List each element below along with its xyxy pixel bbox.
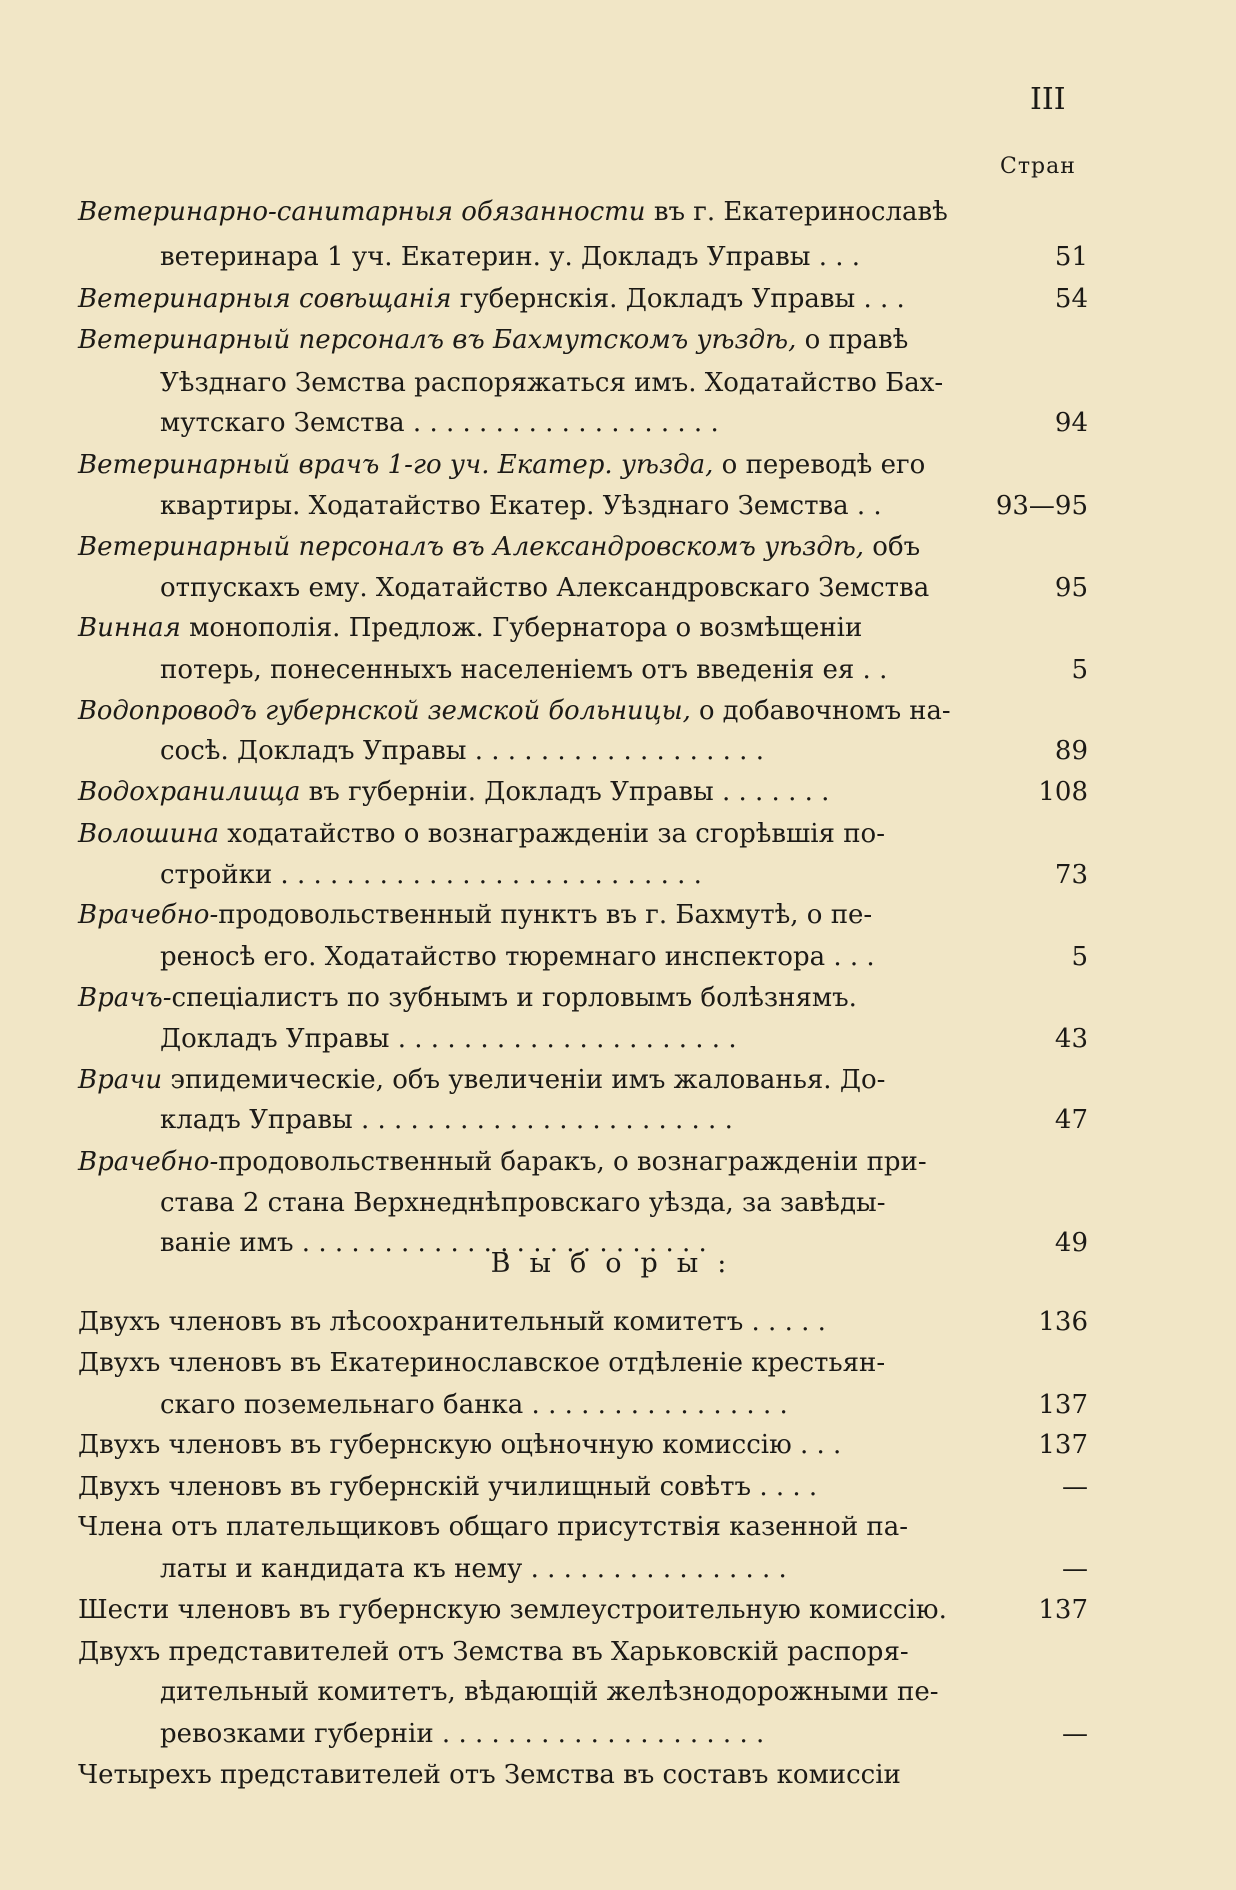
entry-line xyxy=(0,1549,1236,1589)
entry-line xyxy=(0,1060,1236,1100)
entry-description: ходатайство о вознагражденіи за сгорѣвшія по- xyxy=(218,819,885,849)
entry-term: Ветеринарный персоналъ въ Александровскомъ уѣздѣ, xyxy=(78,532,865,562)
entry-page-number: 5 xyxy=(1071,942,1088,972)
entry-description: объ xyxy=(864,532,921,562)
entry-page-number: — xyxy=(1062,1554,1088,1584)
entry-description: латы и кандидата къ нему . . . . . . . . . . . . . . . . xyxy=(160,1554,787,1584)
entry-line xyxy=(0,1755,1236,1795)
entry-line-text xyxy=(160,650,887,690)
entry-line xyxy=(0,192,1236,232)
entry-description: Двухъ членовъ въ губернскую оцѣночную комиссію . . . xyxy=(78,1430,842,1460)
entry-description: кладъ Управы . . . . . . . . . . . . . . . . . . . . . . . xyxy=(160,1105,733,1135)
entry-line-text xyxy=(78,1343,885,1383)
entry-line-text xyxy=(78,1425,841,1465)
entry-description: ваніе имъ . . . . . . . . . . . . . . . . . . . . . . . . . xyxy=(160,1228,707,1258)
entry-line-text xyxy=(160,1385,788,1425)
entry-line xyxy=(0,937,1236,977)
entry-line-text xyxy=(160,855,702,895)
entry-description: Двухъ представителей отъ Земства въ Харьковскій распоря- xyxy=(78,1637,909,1667)
entry-description: въ г. Екатеринославѣ xyxy=(645,197,948,227)
entry-line-text xyxy=(78,895,872,935)
entry-description: о добавочномъ на- xyxy=(690,696,951,726)
entry-description: о переводѣ его xyxy=(713,450,926,480)
entry-page-number: 93—95 xyxy=(995,491,1088,521)
entry-page-number: 136 xyxy=(1038,1307,1088,1337)
entry-line-text xyxy=(78,1302,826,1342)
entry-term: Врачъ- xyxy=(78,983,172,1013)
page-number: III xyxy=(1030,82,1066,117)
entry-page-number: 137 xyxy=(1038,1430,1088,1460)
entry-page-number: 51 xyxy=(1054,242,1088,272)
entry-line xyxy=(0,1183,1236,1223)
entry-line xyxy=(0,363,1236,403)
entry-description: отпускахъ ему. Ходатайство Александровскаго Земства xyxy=(160,573,930,603)
entry-description: ветеринара 1 уч. Екатерин. у. Докладъ Управы . . . xyxy=(160,242,861,272)
entry-line xyxy=(0,279,1236,319)
entry-description: Шести членовъ въ губернскую землеустроительную комиссію. xyxy=(78,1595,947,1625)
entry-line-text xyxy=(160,1549,787,1589)
entry-term: Водопроводъ губернской земской больницы, xyxy=(78,696,691,726)
entry-description: монополія. Предлож. Губернатора о возмѣщеніи xyxy=(180,613,863,643)
entry-line xyxy=(0,1100,1236,1140)
entry-line xyxy=(0,403,1236,443)
entry-line-text xyxy=(78,320,908,360)
entry-line xyxy=(0,1672,1236,1712)
entry-line xyxy=(0,855,1236,895)
entry-line xyxy=(0,650,1236,690)
entry-line-text xyxy=(160,237,860,277)
entry-line-text xyxy=(78,445,925,485)
entry-line-text xyxy=(160,403,719,443)
entry-page-number: 47 xyxy=(1054,1105,1088,1135)
entry-description: Уѣзднаго Земства распоряжаться имъ. Ходатайство Бах- xyxy=(160,368,944,398)
entry-line-text xyxy=(160,1183,885,1223)
entry-line-text xyxy=(160,731,764,771)
entry-line-text xyxy=(160,568,929,608)
entry-page-number: 49 xyxy=(1054,1228,1088,1258)
entry-description: квартиры. Ходатайство Екатер. Уѣзднаго Земства . . xyxy=(160,491,882,521)
entry-description: Двухъ членовъ въ Екатеринославское отдѣленіе крестьян- xyxy=(78,1348,886,1378)
entry-line xyxy=(0,1343,1236,1383)
entry-page-number: 137 xyxy=(1038,1390,1088,1420)
entry-description: о правѣ xyxy=(796,325,909,355)
entry-line-text xyxy=(160,486,882,526)
entry-line xyxy=(0,1590,1236,1630)
section-heading: Выборы: xyxy=(490,1248,746,1279)
entry-line xyxy=(0,1142,1236,1182)
entry-line xyxy=(0,895,1236,935)
entry-line-text xyxy=(78,527,920,567)
entry-line-text xyxy=(78,1467,817,1507)
entry-page-number: — xyxy=(1062,1719,1088,1749)
entry-page-number: — xyxy=(1062,1472,1088,1502)
entry-line-text xyxy=(78,772,829,812)
entry-page-number: 137 xyxy=(1038,1595,1088,1625)
entry-line xyxy=(0,1385,1236,1425)
entry-line xyxy=(0,527,1236,567)
entry-line-text xyxy=(78,978,857,1018)
entry-description: губернскія. Докладъ Управы . . . xyxy=(451,284,905,314)
entry-line-text xyxy=(78,1755,901,1795)
entry-line-text xyxy=(160,363,943,403)
entry-line-text xyxy=(78,1590,947,1630)
entry-line xyxy=(0,1019,1236,1059)
entry-description: въ губерніи. Докладъ Управы . . . . . . . xyxy=(300,777,830,807)
entry-line xyxy=(0,1302,1236,1342)
entry-line-text xyxy=(78,1142,927,1182)
entry-description: Докладъ Управы . . . . . . . . . . . . . . . . . . . . . xyxy=(160,1024,737,1054)
entry-term: Врачи xyxy=(78,1065,163,1095)
entry-page-number: 54 xyxy=(1054,284,1088,314)
entry-term: Волошина xyxy=(78,819,219,849)
entry-description: стройки . . . . . . . . . . . . . . . . . . . . . . . . . . xyxy=(160,860,702,890)
entry-line xyxy=(0,772,1236,812)
entry-line-text xyxy=(78,691,951,731)
entry-description: става 2 стана Верхнеднѣпровскаго уѣзда, за завѣды- xyxy=(160,1188,886,1218)
entry-description: эпидемическіе, объ увеличеніи имъ жалованья. До- xyxy=(162,1065,886,1095)
entry-line-text xyxy=(78,1507,908,1547)
entry-term: Ветеринарный персоналъ въ Бахмутскомъ уѣздѣ, xyxy=(78,325,797,355)
entry-description: реносѣ его. Ходатайство тюремнаго инспектора . . . xyxy=(160,942,875,972)
entry-page-number: 95 xyxy=(1054,573,1088,603)
entry-line xyxy=(0,1632,1236,1672)
entry-description: дительный комитетъ, вѣдающій желѣзнодорожными пе- xyxy=(160,1677,939,1707)
entry-line xyxy=(0,691,1236,731)
entry-description: продовольственный баракъ, о вознагражденіи при- xyxy=(218,1147,927,1177)
entry-line xyxy=(0,237,1236,277)
entry-line xyxy=(0,1714,1236,1754)
entry-term: Ветеринарный врачъ 1-го уч. Екатер. уѣзда, xyxy=(78,450,714,480)
entry-description: Двухъ членовъ въ лѣсоохранительный комитетъ . . . . . xyxy=(78,1307,826,1337)
entry-page-number: 5 xyxy=(1071,655,1088,685)
entry-page-number: 43 xyxy=(1054,1024,1088,1054)
entry-description: спеціалистъ по зубнымъ и горловымъ болѣзнямъ. xyxy=(171,983,857,1013)
entry-description: Четырехъ представителей отъ Земства въ составъ комиссіи xyxy=(78,1760,901,1790)
entry-line-text xyxy=(78,608,862,648)
entry-description: Двухъ членовъ въ губернскій училищный совѣтъ . . . . xyxy=(78,1472,818,1502)
entry-term: Врачебно- xyxy=(78,900,219,930)
entry-description: мутскаго Земства . . . . . . . . . . . . . . . . . . . xyxy=(160,408,719,438)
entry-page-number: 108 xyxy=(1038,777,1088,807)
entry-description: ревозками губерніи . . . . . . . . . . . . . . . . . . . . xyxy=(160,1719,765,1749)
entry-term: Врачебно- xyxy=(78,1147,219,1177)
entry-line-text xyxy=(160,1019,737,1059)
entry-line-text xyxy=(78,1632,909,1672)
entry-term: Водохранилища xyxy=(78,777,301,807)
entry-line xyxy=(0,320,1236,360)
entry-line-text xyxy=(78,192,948,232)
entry-page-number: 73 xyxy=(1054,860,1088,890)
entry-line-text xyxy=(160,1714,764,1754)
entry-line xyxy=(0,445,1236,485)
entry-term: Винная xyxy=(78,613,181,643)
entry-page-number: 94 xyxy=(1054,408,1088,438)
entry-page-number: 89 xyxy=(1054,736,1088,766)
entry-description: скаго поземельнаго банка . . . . . . . . . . . . . . . . xyxy=(160,1390,788,1420)
entry-description: сосѣ. Докладъ Управы . . . . . . . . . . . . . . . . . . xyxy=(160,736,764,766)
entry-line xyxy=(0,1425,1236,1465)
entry-line-text xyxy=(160,937,875,977)
entry-line xyxy=(0,1507,1236,1547)
page-column-header: Стран xyxy=(1000,154,1076,179)
entry-line xyxy=(0,731,1236,771)
entry-term: Ветеринарныя совѣщанія xyxy=(78,284,452,314)
entry-line xyxy=(0,1467,1236,1507)
entry-term: Ветеринарно-санитарныя обязанности xyxy=(78,197,646,227)
entry-line-text xyxy=(78,279,905,319)
entry-line xyxy=(0,486,1236,526)
entry-line xyxy=(0,568,1236,608)
entry-line xyxy=(0,608,1236,648)
entry-description: продовольственный пунктъ въ г. Бахмутѣ, о пе- xyxy=(218,900,873,930)
entry-line xyxy=(0,814,1236,854)
entry-description: потерь, понесенныхъ населеніемъ отъ введенія ея . . xyxy=(160,655,888,685)
entry-line xyxy=(0,978,1236,1018)
entry-line-text xyxy=(78,1060,885,1100)
entry-line-text xyxy=(160,1672,939,1712)
entry-line-text xyxy=(78,814,885,854)
entry-line-text xyxy=(160,1100,733,1140)
entry-description: Члена отъ плательщиковъ общаго присутствія казенной па- xyxy=(78,1512,909,1542)
